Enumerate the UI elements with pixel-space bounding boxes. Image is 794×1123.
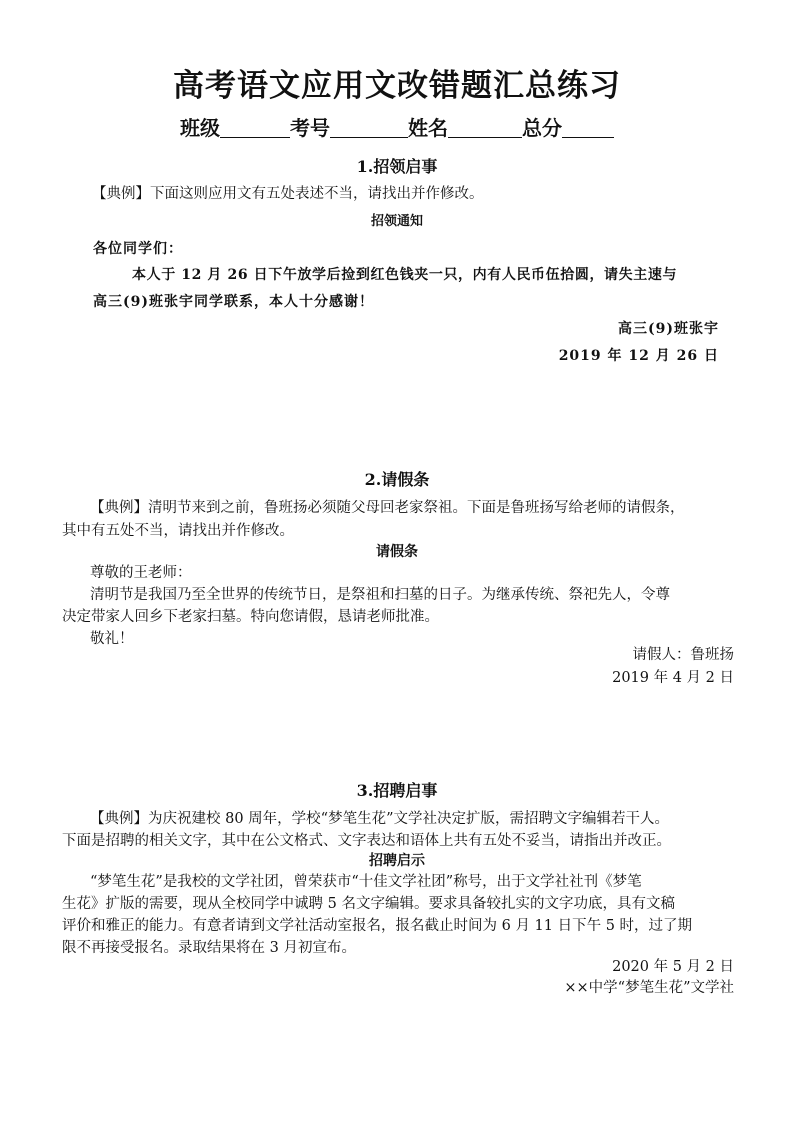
- section3-signature: ××中学“梦笔生花”文学社: [564, 980, 734, 996]
- section1-greeting: 各位同学们：: [93, 241, 183, 257]
- section3-body-line4: 限不再接受报名。录取结果将在 3 月初宣布。: [62, 940, 356, 956]
- class-blank: [220, 119, 290, 138]
- score-blank: [562, 119, 614, 138]
- section2-body-line1: 清明节是我国乃至全世界的传统节日，是祭祖和扫墓的日子。为继承传统、祭祀先人，令尊: [90, 587, 670, 603]
- section1-date: 2019 年 12 月 26 日: [558, 348, 719, 364]
- student-info-line: [0, 112, 794, 141]
- section2-prompt-line1: 【典例】清明节来到之前，鲁班扬必须随父母回老家祭祖。下面是鲁班扬写给老师的请假条，: [90, 500, 685, 516]
- section3-date: 2020 年 5 月 2 日: [612, 959, 734, 975]
- exam-no-label: 考号: [290, 116, 330, 140]
- name-label: 姓名: [408, 116, 448, 140]
- section3-prompt-line2: 下面是招聘的相关文字，其中在公文格式、文字表达和语体上共有五处不妥当，请指出并改正。: [62, 833, 671, 849]
- name-blank: [448, 119, 522, 138]
- section3-body-line1: “梦笔生花”是我校的文学社团，曾荣获市“十佳文学社团”称号，出于文学社社刊《梦笔: [90, 874, 642, 890]
- section2-date: 2019 年 4 月 2 日: [612, 670, 734, 686]
- section3-notice-title: 招聘启示: [369, 853, 425, 869]
- section1-notice-title: 招领通知: [370, 214, 423, 229]
- section2-closing: 敬礼！: [90, 631, 134, 647]
- section2-heading: 2.请假条: [364, 470, 430, 489]
- section2-body-line2: 决定带家人回乡下老家扫墓。特向您请假，恳请老师批准。: [62, 609, 439, 625]
- page-title: 高考语文应用文改错题汇总练习: [173, 68, 621, 104]
- score-label: 总分: [522, 116, 562, 140]
- section2-notice-title: 请假条: [376, 544, 418, 560]
- section2-signature: 请假人：鲁班扬: [632, 647, 734, 663]
- section2-greeting: 尊敬的王老师：: [90, 565, 192, 581]
- section1-body-line2: 高三(9)班张宇同学联系，本人十分感谢！: [93, 294, 374, 310]
- section1-prompt: 【典例】下面这则应用文有五处表述不当，请找出并作修改。: [92, 186, 484, 202]
- exam-no-blank: [330, 119, 408, 138]
- section1-body-line1: 本人于 12 月 26 日下午放学后捡到红色钱夹一只，内有人民币伍拾圆，请失主速与: [132, 267, 678, 283]
- section2-prompt-line2: 其中有五处不当，请找出并作修改。: [62, 523, 294, 539]
- section1-heading: 1.招领启事: [356, 157, 438, 176]
- section3-heading: 3.招聘启事: [356, 781, 438, 800]
- section3-prompt-line1: 【典例】为庆祝建校 80 周年，学校“梦笔生花”文学社决定扩版，需招聘文字编辑若干人。: [90, 811, 669, 827]
- class-label: 班级: [180, 116, 220, 140]
- section3-body-line2: 生花》扩版的需要，现从全校同学中诚聘 5 名文字编辑。要求具备较扎实的文字功底，具有文稿: [62, 896, 675, 912]
- section3-body-line3: 评价和雅正的能力。有意者请到文学社活动室报名，报名截止时间为 6 月 11 日下午 5 时，过了期: [62, 918, 693, 934]
- section1-signature: 高三(9)班张宇: [618, 321, 719, 337]
